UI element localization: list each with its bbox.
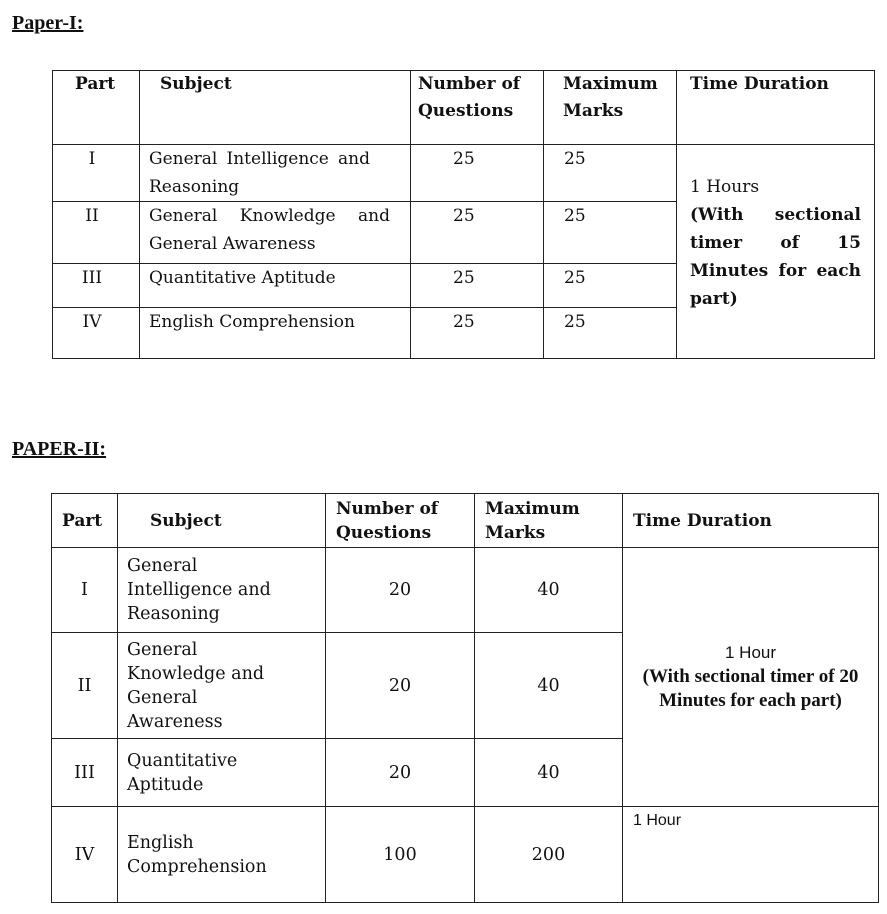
marks-cell: 25 (544, 202, 677, 264)
header-part: Part (53, 71, 140, 145)
header-duration: Time Duration (677, 71, 875, 145)
questions-cell: 25 (411, 202, 544, 264)
table-row (52, 807, 879, 903)
subject-cell: General Knowledge and General Awareness (140, 202, 411, 264)
marks-cell: 25 (544, 145, 677, 202)
header-subject: Subject (140, 71, 411, 145)
subject-cell: Quantitative Aptitude (118, 739, 326, 807)
table-header-row (52, 494, 879, 548)
header-questions: Number of Questions (326, 494, 475, 548)
marks-cell: 25 (544, 308, 677, 359)
subject-cell: General Intelligence and Reasoning (140, 145, 411, 202)
part-cell: I (53, 145, 140, 202)
duration-note: (With sectional timer of 15 Minutes for each part) (690, 205, 861, 309)
subject-cell: English Comprehension (118, 807, 326, 903)
paper2-table (51, 493, 879, 903)
questions-cell: 20 (326, 739, 475, 807)
part-cell: III (52, 739, 118, 807)
header-subject: Subject (118, 494, 326, 548)
part-cell: II (53, 202, 140, 264)
part-cell: I (52, 548, 118, 633)
duration-note: (With sectional timer of 20 Minutes for each part) (642, 666, 859, 711)
duration-cell (677, 145, 875, 359)
part-cell: IV (53, 308, 140, 359)
marks-cell: 40 (475, 548, 623, 633)
duration-text: 1 Hours (690, 177, 760, 197)
part-cell: IV (52, 807, 118, 903)
subject-cell: Quantitative Aptitude (140, 264, 411, 308)
questions-cell: 20 (326, 633, 475, 739)
paper2-heading: PAPER-II: (12, 438, 107, 460)
subject-cell: English Comprehension (140, 308, 411, 359)
subject-cell: General Knowledge and General Awareness (118, 633, 326, 739)
header-part: Part (52, 494, 118, 548)
duration-text: 1 Hour (633, 812, 682, 829)
part-cell: II (52, 633, 118, 739)
questions-cell: 100 (326, 807, 475, 903)
header-questions: Number of Questions (411, 71, 544, 145)
marks-cell: 25 (544, 264, 677, 308)
header-marks: Maximum Marks (544, 71, 677, 145)
table-header-row (53, 71, 875, 145)
paper1-heading: Paper-I: (12, 12, 84, 34)
subject-cell: General Intelligence and Reasoning (118, 548, 326, 633)
questions-cell: 25 (411, 145, 544, 202)
header-marks: Maximum Marks (475, 494, 623, 548)
paper1-table (52, 70, 875, 359)
marks-cell: 200 (475, 807, 623, 903)
marks-cell: 40 (475, 739, 623, 807)
part-cell: III (53, 264, 140, 308)
questions-cell: 25 (411, 308, 544, 359)
duration-text: 1 Hour (724, 643, 777, 662)
duration-cell (623, 548, 879, 807)
table-row (52, 548, 879, 633)
duration-cell-last (623, 807, 879, 903)
questions-cell: 25 (411, 264, 544, 308)
questions-cell: 20 (326, 548, 475, 633)
marks-cell: 40 (475, 633, 623, 739)
table-row (53, 145, 875, 202)
header-duration: Time Duration (623, 494, 879, 548)
